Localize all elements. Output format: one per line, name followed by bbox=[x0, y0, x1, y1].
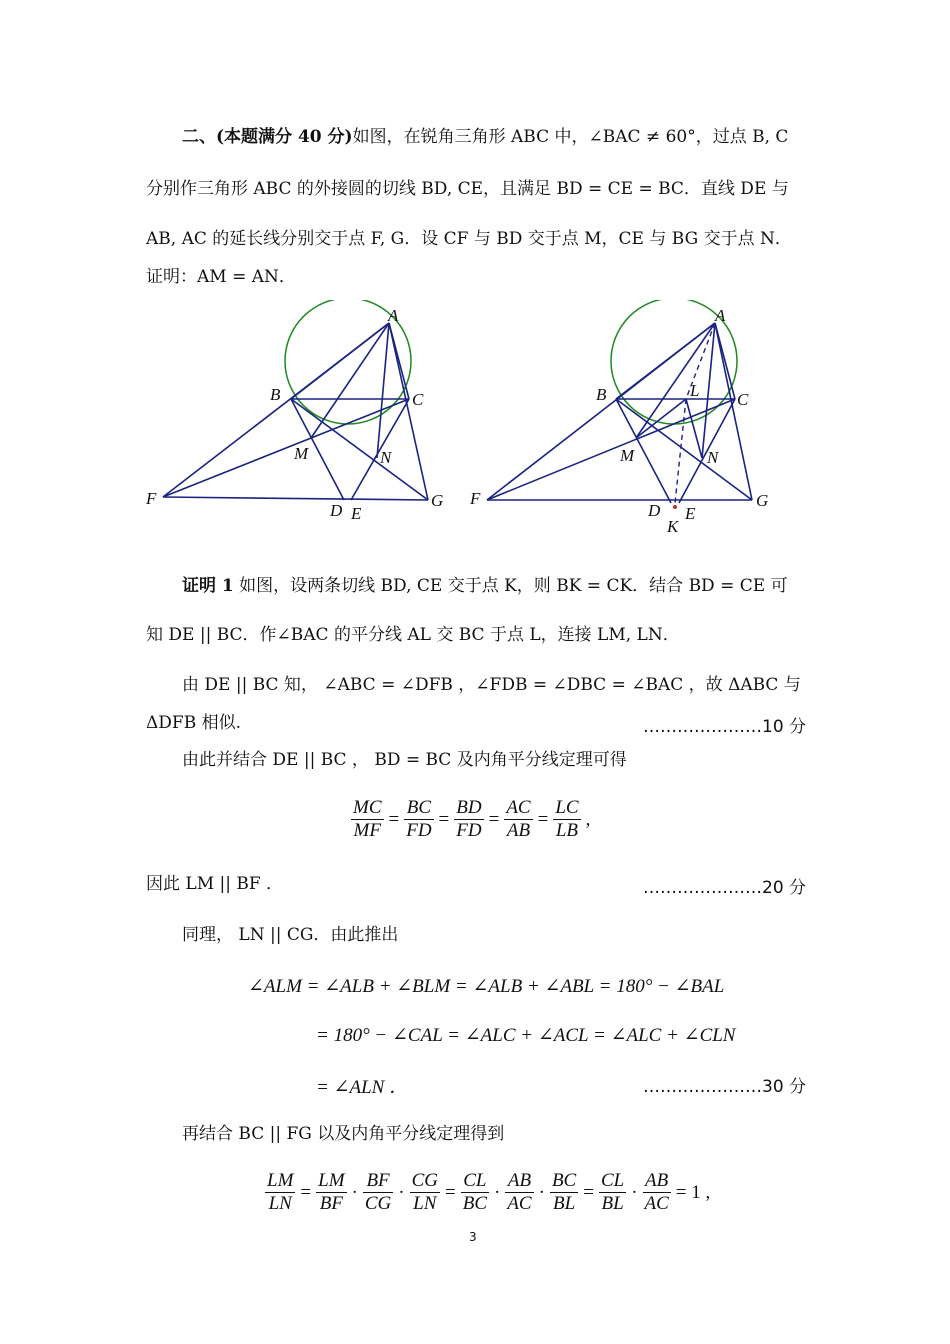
proof-line-5: 由此并结合 DE || BC ， BD = BC 及内角平分线定理可得 bbox=[182, 750, 627, 770]
point-K bbox=[673, 505, 677, 509]
fraction: $\frac{LM}{LN}$ bbox=[267, 1170, 294, 1214]
label-N: N bbox=[380, 448, 392, 467]
fraction: $\frac{AC}{AB}$ bbox=[506, 797, 531, 841]
label-K: K bbox=[667, 517, 679, 536]
score-30: …………………30 分 bbox=[643, 1077, 807, 1097]
fraction: $\frac{LC}{LB}$ bbox=[555, 797, 579, 841]
operator: · bbox=[351, 1181, 358, 1203]
fraction: $\frac{CL}{BC}$ bbox=[462, 1170, 487, 1214]
fraction: $\frac{BC}{BL}$ bbox=[551, 1170, 577, 1214]
proof-line-1 bbox=[182, 575, 788, 597]
operator: = bbox=[537, 808, 549, 830]
equation-angle-3: = ∠ALN ． bbox=[316, 1077, 409, 1098]
label-A: A bbox=[388, 306, 399, 325]
fraction: $\frac{AB}{AC}$ bbox=[507, 1170, 532, 1214]
operator: = bbox=[388, 808, 400, 830]
operator: = 1 , bbox=[675, 1181, 711, 1203]
label-D: D bbox=[330, 501, 343, 520]
equation-angle-1: ∠ALM = ∠ALB + ∠BLM = ∠ALB + ∠ABL = 180° − ∠BAL bbox=[248, 976, 725, 997]
label-E: E bbox=[685, 504, 696, 523]
label-C: C bbox=[737, 390, 749, 409]
proof-line-7: 同理， LN || CG．由此推出 bbox=[182, 925, 399, 945]
problem-line-3: AB, AC 的延长线分别交于点 F, G．设 CF 与 BD 交于点 M，CE 与 BG 交于点 N． bbox=[146, 229, 792, 249]
proof-line-4: ΔDFB 相似. bbox=[146, 713, 242, 733]
label-B: B bbox=[270, 385, 281, 404]
line-FG bbox=[163, 497, 428, 500]
fraction: $\frac{LM}{BF}$ bbox=[318, 1170, 345, 1214]
problem-line-2: 分别作三角形 ABC 的外接圆的切线 BD, CE，且满足 BD = CE = BC．直线 DE 与 bbox=[146, 179, 789, 199]
label-N: N bbox=[707, 448, 719, 467]
label-A: A bbox=[715, 306, 726, 325]
proof-line-3: 由 DE || BC 知， ∠ABC = ∠DFB ，∠FDB = ∠DBC = ∠BAC ，故 ΔABC 与 bbox=[182, 675, 801, 695]
score-20: …………………20 分 bbox=[643, 878, 807, 898]
label-G: G bbox=[756, 491, 769, 510]
fraction: $\frac{CG}{LN}$ bbox=[411, 1170, 438, 1214]
proof-heading: 证明 1 bbox=[182, 576, 234, 596]
operator: = bbox=[583, 1181, 594, 1203]
label-G: G bbox=[431, 491, 444, 510]
label-M: M bbox=[620, 446, 635, 465]
operator: · bbox=[538, 1181, 545, 1203]
line-AF bbox=[163, 323, 389, 497]
operator: , bbox=[585, 808, 591, 830]
line-CF bbox=[163, 399, 409, 497]
proof-text-1: 如图，设两条切线 BD, CE 交于点 K，则 BK = CK．结合 BD = CE 可 bbox=[239, 576, 788, 596]
fraction: $\frac{BF}{CG}$ bbox=[364, 1170, 392, 1214]
equation-ratio-final bbox=[262, 1170, 712, 1215]
operator: = bbox=[438, 808, 450, 830]
operator: = bbox=[445, 1181, 456, 1203]
label-M: M bbox=[294, 444, 309, 463]
equation-angle-2: = 180° − ∠CAL = ∠ALC + ∠ACL = ∠ALC + ∠CLN bbox=[316, 1025, 736, 1046]
problem-heading: 二、(本题满分 40 分) bbox=[182, 127, 353, 147]
fraction: $\frac{MC}{MF}$ bbox=[353, 797, 382, 841]
label-B: B bbox=[596, 385, 607, 404]
problem-line-4: 证明：AM = AN． bbox=[146, 267, 296, 287]
problem-text-1: 如图，在锐角三角形 ABC 中，∠BAC ≠ 60°，过点 B, C bbox=[352, 127, 789, 147]
proof-line-6: 因此 LM || BF ． bbox=[146, 874, 284, 894]
problem-line-1 bbox=[182, 126, 788, 148]
operator: · bbox=[398, 1181, 405, 1203]
fraction: $\frac{BD}{FD}$ bbox=[456, 797, 482, 841]
label-C: C bbox=[412, 390, 424, 409]
operator: · bbox=[631, 1181, 638, 1203]
equation-ratio-chain bbox=[348, 797, 592, 842]
operator: · bbox=[494, 1181, 501, 1203]
label-L: L bbox=[690, 381, 700, 400]
proof-line-8: 再结合 BC || FG 以及内角平分线定理得到 bbox=[182, 1124, 505, 1144]
label-F: F bbox=[146, 489, 157, 508]
fraction: $\frac{BC}{FD}$ bbox=[406, 797, 432, 841]
line-AG bbox=[389, 323, 428, 500]
fraction: $\frac{AB}{AC}$ bbox=[644, 1170, 669, 1214]
proof-line-2: 知 DE || BC．作∠BAC 的平分线 AL 交 BC 于点 L，连接 LM, LN． bbox=[146, 625, 680, 645]
figure-right bbox=[465, 300, 785, 540]
operator: = bbox=[488, 808, 500, 830]
score-10: …………………10 分 bbox=[643, 717, 807, 737]
operator: = bbox=[300, 1181, 312, 1203]
line-AM bbox=[311, 323, 389, 438]
fraction: $\frac{CL}{BL}$ bbox=[600, 1170, 625, 1214]
label-F: F bbox=[470, 489, 481, 508]
label-D: D bbox=[648, 501, 661, 520]
page-number: 3 bbox=[469, 1230, 477, 1244]
label-E: E bbox=[351, 504, 362, 523]
